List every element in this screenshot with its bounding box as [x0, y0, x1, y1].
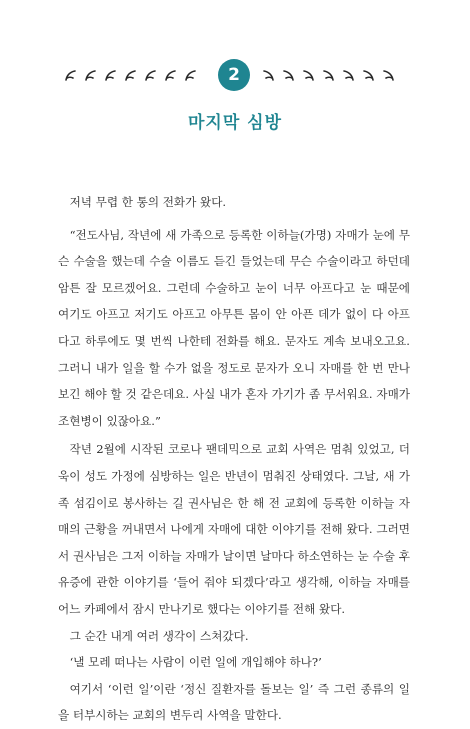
chapter-number-badge: 2: [218, 59, 250, 91]
ornament-icon: [124, 69, 137, 82]
paragraph: 작년 2월에 시작된 코로나 팬데믹으로 교회 사역은 멈춰 있었고, 더욱이 성도 가정에 심방하는 일은 반년이 멈춰진 상태였다. 그날, 새 가족 섬김이로 봉사하는 길 권사님은 한 해 전 교회에 등록한 이하늘 자매의 근황을 꺼내면서 나에게 자매에 대한 이야기를 전해 왔다. 그러면서 권사님은 그저 이하늘 자매가 날이면 날마다 하소연하는 눈 수술 후유증에 관한 이야기를 ‘들어 줘야 되겠다’라고 생각해, 이하늘 자매를 어느 카페에서 잠시 만나기로 했다는 이야기를 전해 왔다.: [58, 442, 410, 616]
chapter-header: [0, 58, 470, 92]
chapter-title: 마지막 심방: [187, 113, 283, 133]
ornament-icon: [382, 69, 395, 82]
ornament-icon: [322, 69, 335, 82]
body-text: [58, 189, 410, 729]
ornament-icon: [262, 69, 275, 82]
ornament-icon: [282, 69, 295, 82]
paragraph: 그 순간 내게 여러 생각이 스쳐갔다.: [69, 628, 249, 643]
ornament-icon: [164, 69, 177, 82]
ornament-icon: [104, 69, 117, 82]
paragraph: 저녁 무렵 한 통의 전화가 왔다.: [69, 195, 227, 209]
ornament-icon: [144, 69, 157, 82]
ornament-icon: [64, 69, 77, 82]
paragraph: “전도사님, 작년에 새 가족으로 등록한 이하늘(가명) 자매가 눈에 무슨 수술을 했는데 수술 이름도 듣긴 들었는데 무슨 수술이라고 하던데 암튼 잘 모르겠어요. 그런데 수술하고 눈이 너무 아프다고 눈 때문에 여기도 아프고 저기도 아프고 아무튼 몸이 안 아픈 데가 없이 다 아프다고 하루에도 몇 번씩 나한테 전화를 해요. 문자도 계속 보내오고요. 그러니 내가 일을 할 수가 없을 정도로 문자가 오니 자매를 한 번 만나 보긴 해야 할 것 같은데요. 사실 내가 혼자 가기가 좀 무서워요. 자매가 조현병이 있잖아요.”: [58, 227, 410, 428]
ornament-icon: [342, 69, 355, 82]
ornament-icon: [84, 69, 97, 82]
ornament-icon: [362, 69, 375, 82]
paragraph: 여기서 ‘이런 일’이란 ‘정신 질환자를 돌보는 일’ 즉 그런 종류의 일을 터부시하는 교회의 변두리 사역을 말한다.: [58, 681, 410, 723]
ornament-icon: [302, 69, 315, 82]
paragraph: ‘낼 모레 떠나는 사람이 이런 일에 개입해야 하나?’: [69, 655, 322, 670]
ornament-icon: [184, 69, 197, 82]
